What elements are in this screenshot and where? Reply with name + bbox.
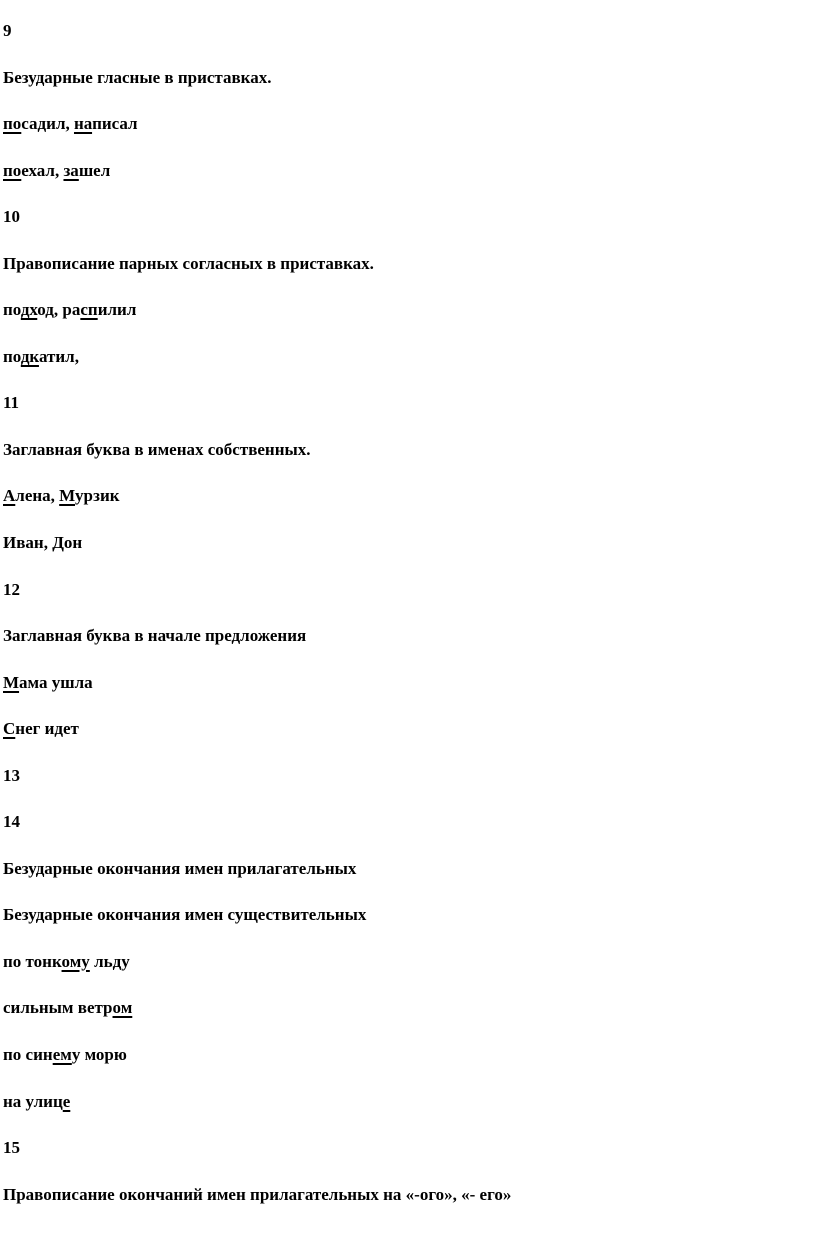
- example-line: Мама ушла: [3, 672, 93, 692]
- section-number: 13: [3, 765, 20, 785]
- section-number: 9: [3, 21, 12, 40]
- example-line: посадил, написал: [3, 114, 138, 134]
- section-number: 14: [3, 812, 20, 832]
- section-number: 11: [3, 393, 20, 413]
- section-title: Безударные окончания имен прилагательных: [3, 858, 357, 878]
- example-line: подкатил,: [3, 346, 79, 366]
- example-line: Алена, Мурзик: [3, 486, 120, 506]
- example-line: на улице: [3, 1091, 71, 1111]
- section-title: Заглавная буква в начале предложения: [3, 626, 307, 646]
- example-line: сильным ветром: [3, 998, 133, 1018]
- section-title: Безударные гласные в приставках.: [3, 67, 272, 87]
- example-line: Иван, Дон: [3, 533, 83, 553]
- section-title: Заглавная буква в именах собственных.: [3, 439, 311, 459]
- section-title: Безударные окончания имен существительных: [3, 905, 367, 925]
- section-number: 12: [3, 579, 20, 599]
- section-number: 10: [3, 207, 20, 227]
- example-line: поехал, зашел: [3, 160, 111, 180]
- section-number: 15: [3, 1138, 20, 1158]
- section-title: Правописание окончаний имен прилагательных на «-ого», «- его»: [3, 1184, 512, 1204]
- example-line: по тонкому льду: [3, 951, 130, 971]
- example-line: Снег идет: [3, 719, 79, 739]
- example-line: подход, распилил: [3, 300, 137, 320]
- example-line: по синему морю: [3, 1045, 127, 1065]
- section-title: Правописание парных согласных в приставках.: [3, 253, 374, 273]
- document-page: [3, 20, 803, 1230]
